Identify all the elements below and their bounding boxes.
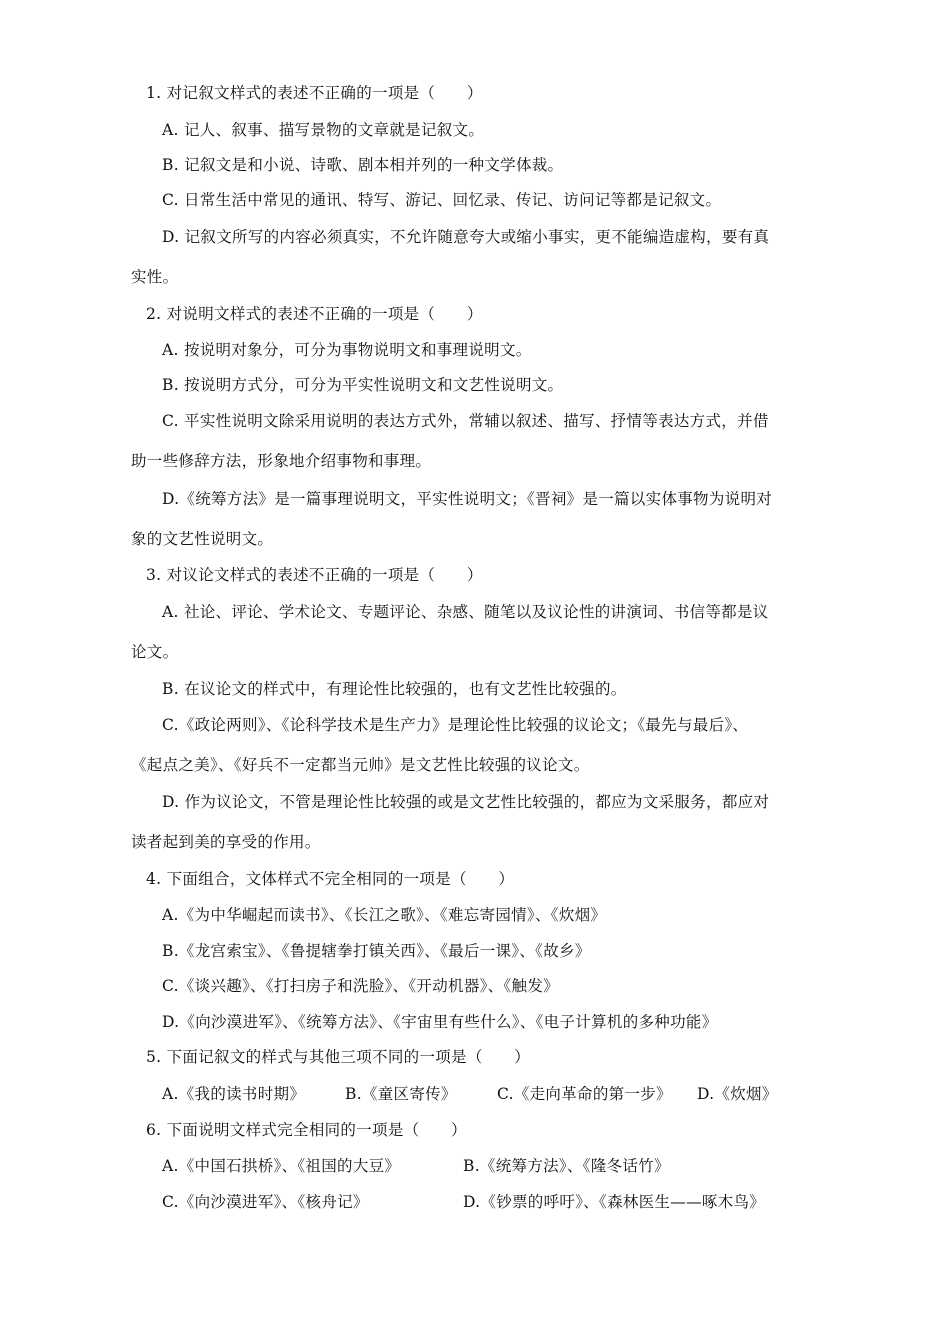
question-4-stem: 4. 下面组合，文体样式不完全相同的一项是（ ）	[146, 870, 515, 888]
question-3-option-a-line1: A. 社论、评论、学术论文、专题评论、杂感、随笔以及议论性的讲演词、书信等都是议	[162, 603, 769, 621]
question-5-stem: 5. 下面记叙文的样式与其他三项不同的一项是（ ）	[146, 1048, 531, 1066]
question-1-stem: 1. 对记叙文样式的表述不正确的一项是（ ）	[146, 84, 483, 102]
question-5-option-b: B.《童区寄传》	[345, 1085, 457, 1103]
question-6-option-c: C.《向沙漠进军》、《核舟记》	[162, 1193, 369, 1211]
question-3-option-a-line2: 论文。	[131, 643, 179, 661]
question-3-stem: 3. 对议论文样式的表述不正确的一项是（ ）	[146, 566, 483, 584]
question-3-option-b: B. 在议论文的样式中，有理论性比较强的，也有文艺性比较强的。	[162, 680, 627, 698]
question-2-stem: 2. 对说明文样式的表述不正确的一项是（ ）	[146, 305, 483, 323]
question-4-option-a: A.《为中华崛起而读书》、《长江之歌》、《难忘寄园情》、《炊烟》	[162, 906, 607, 924]
question-1-option-b: B. 记叙文是和小说、诗歌、剧本相并列的一种文学体裁。	[162, 156, 564, 174]
question-2-option-c-line2: 助一些修辞方法，形象地介绍事物和事理。	[131, 452, 432, 470]
question-2-option-d-line1: D.《统筹方法》是一篇事理说明文，平实性说明文；《晋祠》是一篇以实体事物为说明对	[162, 490, 773, 508]
question-5-option-c: C.《走向革命的第一步》	[497, 1085, 672, 1103]
question-2-option-b: B. 按说明方式分，可分为平实性说明文和文艺性说明文。	[162, 376, 564, 394]
question-1-option-d-line1: D. 记叙文所写的内容必须真实，不允许随意夸大或缩小事实，更不能编造虚构，要有真	[162, 228, 770, 246]
question-1-option-d-line2: 实性。	[131, 268, 179, 286]
question-1-option-a: A. 记人、叙事、描写景物的文章就是记叙文。	[162, 121, 485, 139]
question-2-option-d-line2: 象的文艺性说明文。	[131, 530, 274, 548]
question-5-option-a: A.《我的读书时期》	[162, 1085, 306, 1103]
question-3-option-d-line1: D. 作为议论文，不管是理论性比较强的或是文艺性比较强的，都应为文采服务，都应对	[162, 793, 770, 811]
question-6-option-a: A.《中国石拱桥》、《祖国的大豆》	[162, 1157, 401, 1175]
question-2-option-a: A. 按说明对象分，可分为事物说明文和事理说明文。	[162, 341, 532, 359]
question-6-stem: 6. 下面说明文样式完全相同的一项是（ ）	[146, 1121, 467, 1139]
question-6-option-b: B.《统筹方法》、《隆冬话竹》	[463, 1157, 670, 1175]
question-6-option-d: D.《钞票的呼吁》、《森林医生——啄木鸟》	[463, 1193, 766, 1211]
question-2-option-c-line1: C. 平实性说明文除采用说明的表达方式外，常辅以叙述、描写、抒情等表达方式，并借	[162, 412, 769, 430]
question-3-option-d-line2: 读者起到美的享受的作用。	[131, 833, 321, 851]
question-4-option-b: B.《龙宫索宝》、《鲁提辖拳打镇关西》、《最后一课》、《故乡》	[162, 942, 591, 960]
question-5-option-d: D.《炊烟》	[697, 1085, 778, 1103]
question-3-option-c-line2: 《起点之美》、《好兵不一定都当元帅》是文艺性比较强的议论文。	[131, 756, 590, 774]
question-4-option-d: D.《向沙漠进军》、《统筹方法》、《宇宙里有些什么》、《电子计算机的多种功能》	[162, 1013, 718, 1031]
question-3-option-c-line1: C.《政论两则》、《论科学技术是生产力》是理论性比较强的议论文；《最先与最后》、	[162, 716, 749, 734]
question-4-option-c: C.《谈兴趣》、《打扫房子和洗脸》、《开动机器》、《触发》	[162, 977, 559, 995]
question-1-option-c: C. 日常生活中常见的通讯、特写、游记、回忆录、传记、访问记等都是记叙文。	[162, 191, 722, 209]
